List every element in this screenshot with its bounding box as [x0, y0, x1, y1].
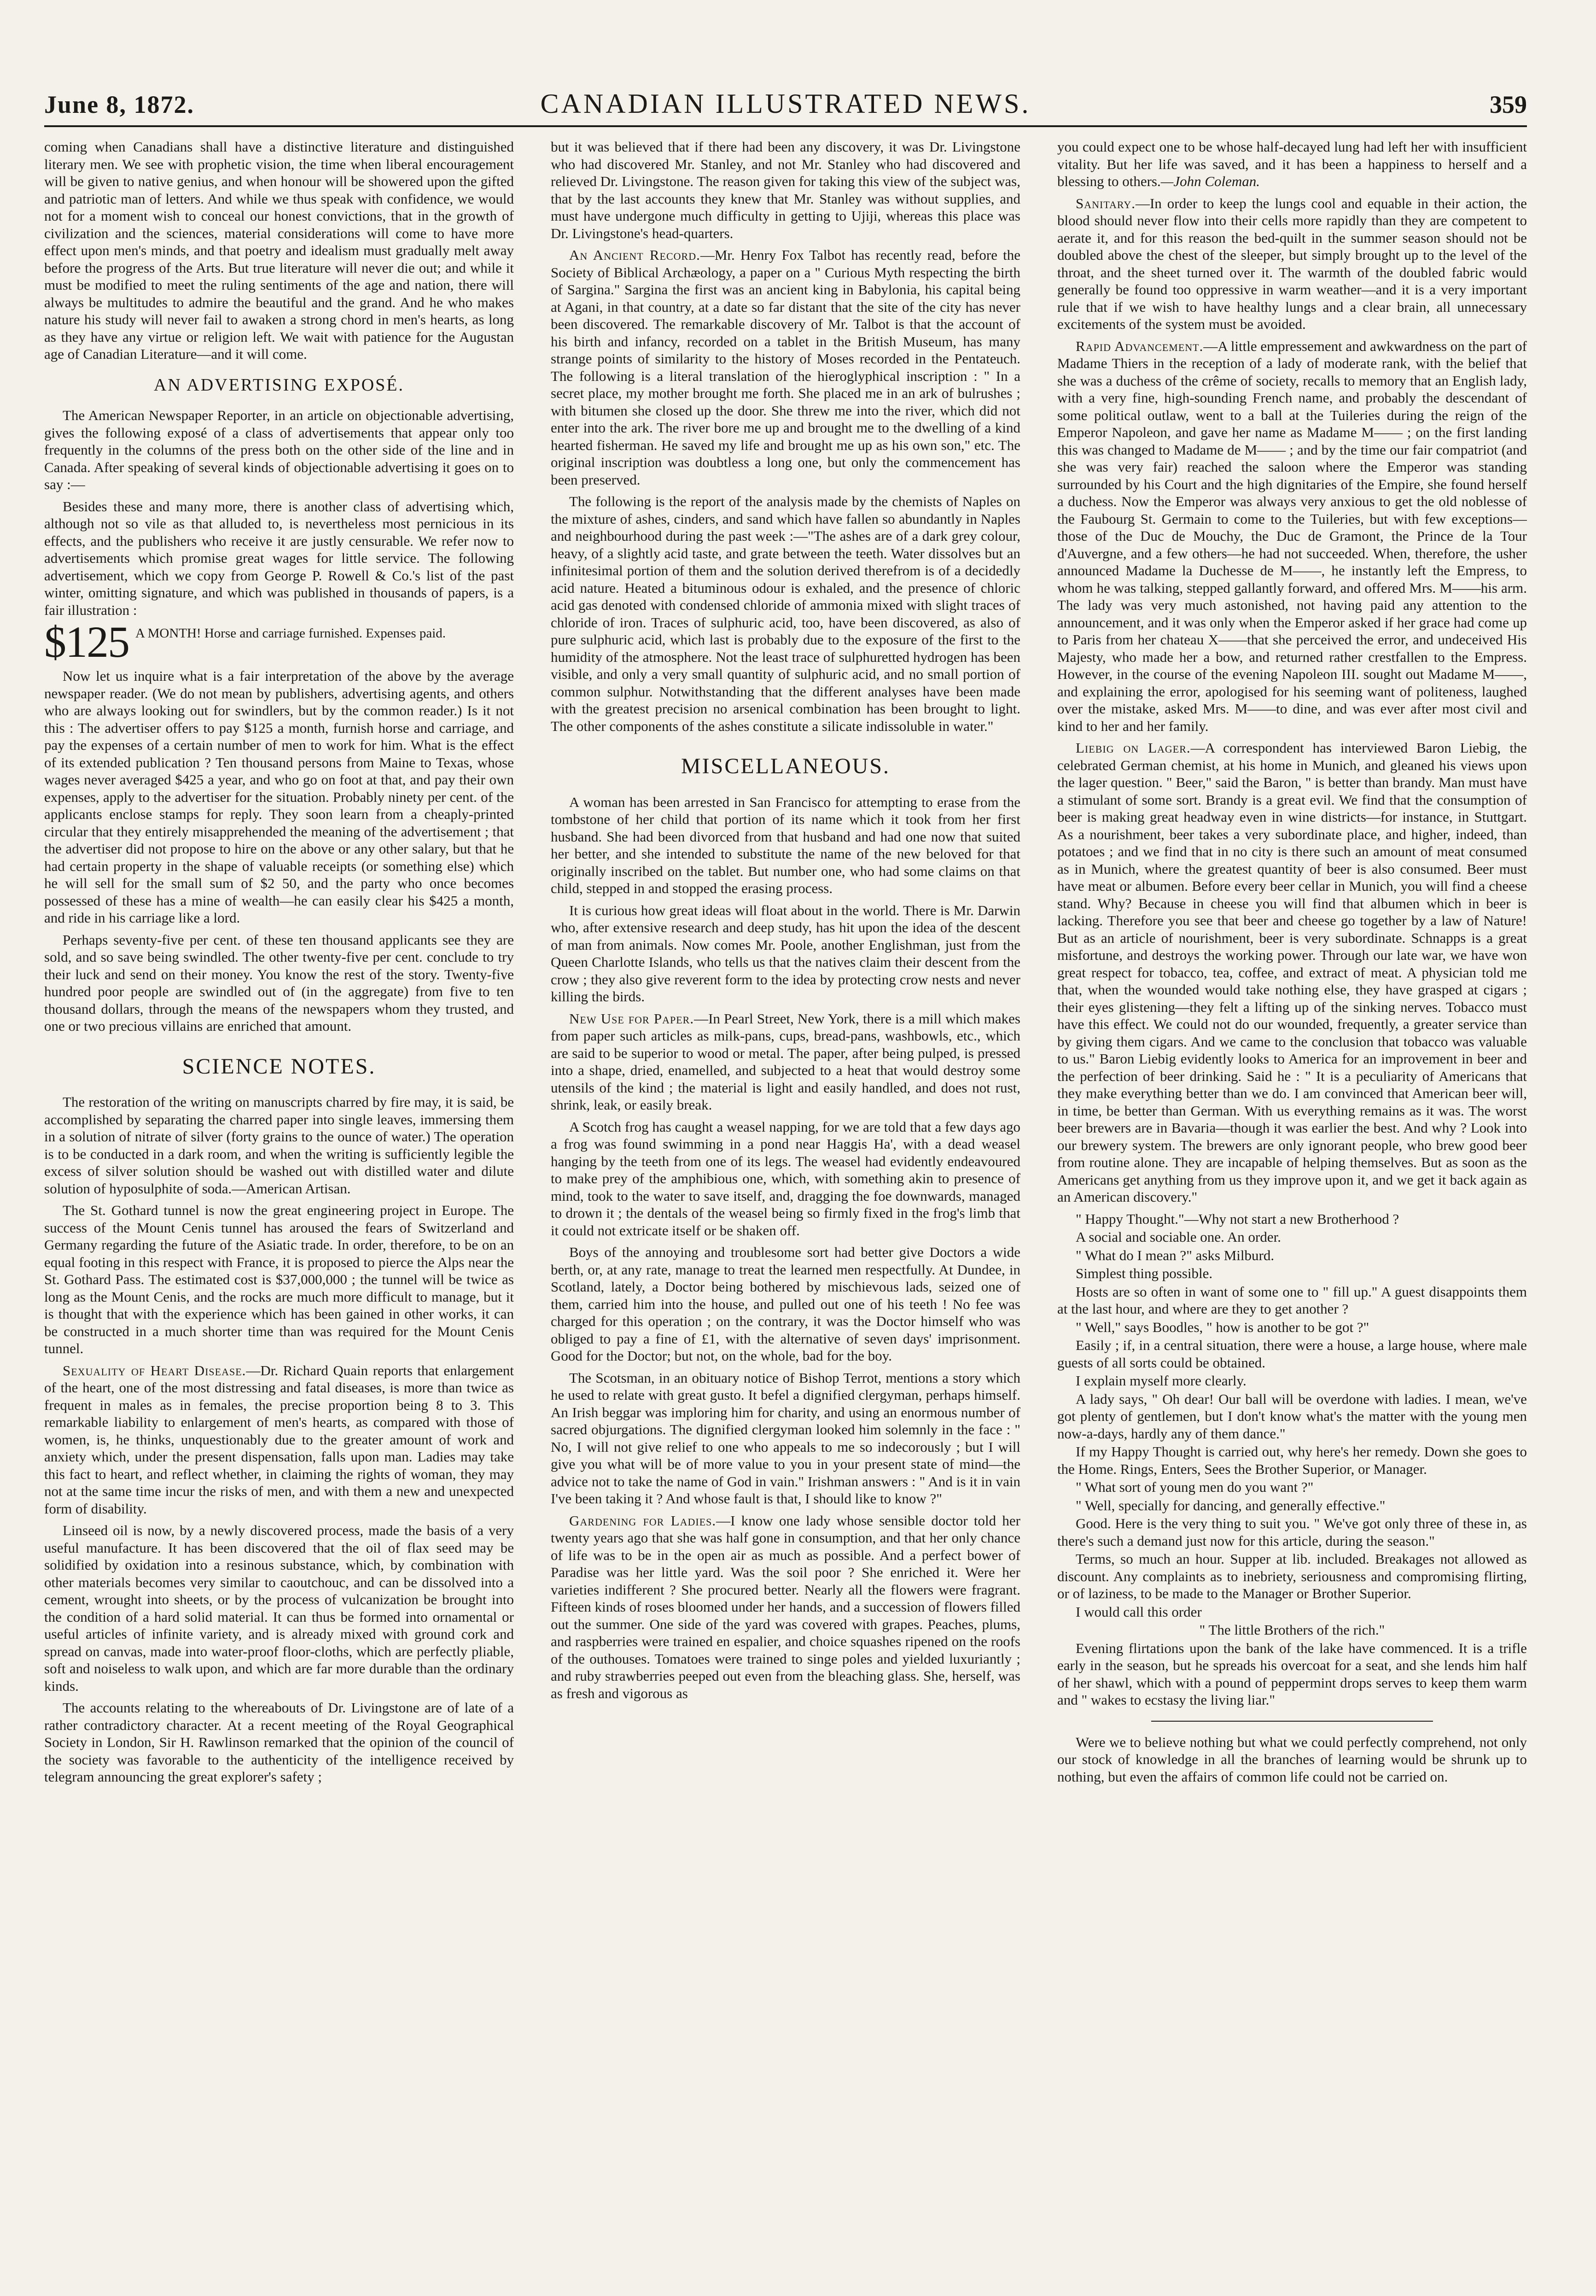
item-text: —In order to keep the lungs cool and equable in their action, the blood should never flow into their cells more rapidly than they are competent to aerate it, and for this reason the bed-quilt in the summer season should not be doubled above the chest of the sleeper, but simply brought up to the level of the throat, and the sheet turned over it. The warmth of the doubled fabric would generally be found too oppressive in warm weather—and it is a very important rule that if we wish to have healthy lungs and a clear brain, all unnecessary excitements of the system must be avoided.	[1057, 195, 1527, 332]
expose-paragraph: Now let us inquire what is a fair interpretation of the above by the average newspaper reader. (We do not mean by publishers, advertising agents, and others who are always looking out for swindlers, but by the common reader.) Is it not this : The advertiser offers to pay $125 a month, furnish horse and carriage, and pay the expenses of a certain number of men to work for him. What is the effect of its extended publication ? Ten thousand persons from Maine to Texas, whose wages never averaged $425 a year, and who go on foot at that, and pay their own expenses, apply to the advertiser for the situation. Probably ninety per cent. of the applicants enclose stamps for reply. They soon learn from a cheaply-printed circular that they entirely misapprehended the meaning of the advertisement ; that the advertiser did not propose to hire on the above or any other salary, but that he had certain property in the shape of valuable receipts (or something else) which he will sell for the small sum of $2 50, and the party who once becomes possessed of these has a mine of wealth—he can easily clear his $425 a month, and ride in his carriage like a lord.	[44, 668, 514, 926]
misc-paragraph	[1057, 338, 1527, 735]
livingstone-continued: but it was believed that if there had been any discovery, it was Dr. Livingstone who had discovered Mr. Stanley, and not Mr. Stanley who had discovered and relieved Dr. Livingstone. The reason given for taking this view of the subject was, that by the last accounts they knew that Mr. Stanley was without supplies, and must have undergone much difficulty in getting to Ujiji, whereas this place was Dr. Livingstone's head-quarters.	[551, 139, 1020, 241]
masthead	[44, 88, 1527, 127]
page-number: 359	[1490, 91, 1527, 118]
author-signature: —John Coleman.	[1160, 173, 1260, 189]
heading-science-notes: SCIENCE NOTES.	[182, 1054, 376, 1079]
expose-paragraph: Besides these and many more, there is another class of advertising which, although not so vile as that alluded to, is nevertheless most pernicious in its effects, and the publishers who receive it are justly censurable. We refer now to advertisements which promise great wages for little service. The following advertisement, which we copy from George P. Rowell & Co.'s list of the past winter, omitting signature, and which was published in thousands of papers, is a fair illustration :	[44, 498, 514, 618]
literature-paragraph: coming when Canadians shall have a distinctive literature and distinguished literary men. We see with prophetic vision, the time when liberal encouragement will be given to native genius, and when honour will be showered upon the gifted and patriotic man of letters. And while we thus speak with confidence, we would not for a moment wish to conceal our honest convictions, that in the growth of civilization and the sciences, material considerations will come to have more effect upon men's minds, and that poetry and idealism must gradually melt away before the progress of the Arts. But true literature will never die out; and while it must be modified to meet the ruling sentiments of the age and nation, there will always be multitudes to admire the beautiful and the grand. And he who makes nature his study will never fail to awaken a strong chord in men's hearts, as long as they have any virtue or religion left. We wait with patience for the Augustan age of Canadian Literature—and it will come.	[44, 139, 514, 362]
happy-thought-line: Simplest thing possible.	[1076, 1265, 1213, 1281]
misc-paragraph	[1057, 195, 1527, 333]
ad-price: $125	[44, 617, 129, 666]
happy-thought-line: " Well, specially for dancing, and generally effective."	[1076, 1497, 1386, 1513]
item-lead: Sexuality of Heart Disease.	[63, 1362, 246, 1379]
expose-paragraph: Perhaps seventy-five per cent. of these ten thousand applicants see they are sold, and so save being swindled. The other twenty-five per cent. conclude to try their luck and send on their money. You know the rest of the story. Twenty-five hundred poor people are swindled out of (in the aggregate) from five to ten thousand dollars, through the means of the newspapers whom they trusted, and one or two precious villains are enriched that amount.	[44, 931, 514, 1034]
item-lead: Gardening for Ladies.	[569, 1512, 716, 1529]
misc-paragraph: A Scotch frog has caught a weasel napping, for we are told that a few days ago a frog was found swimming in a pond near Haggis Ha', with a dead weasel hanging by the teeth from one of its legs. The weasel had evidently endeavoured to make prey of the amphibious one, which, with something akin to presence of mind, took to the water to save itself, and, dragging the foe downwards, managed to drown it ; the dentals of the weasel being so firmly fixed in the frog's limb that it could not extricate itself or be shaken off.	[551, 1118, 1020, 1239]
item-text: —A correspondent has interviewed Baron Liebig, the celebrated German chemist, at his home in Munich, and gleaned his views upon the lager question. " Beer," said the Baron, " is better than brandy. Man must have a stimulant of some sort. Brandy is a great evil. We find that the consumption of beer is making great headway even in wine districts—for instance, in Stuttgart. As a nourishment, beer takes a very subordinate place, and higher, indeed, than potatoes ; and we find that in no city is there such an amount of meat consumed as in Munich, where the greatest quantity of beer is also consumed. Beer must have meat or albumen. Before every beer cellar in Munich, you will find a cheese stand. Why? Because in cheese you will find that albumen which in beer is lacking. Therefore you see that beer and cheese go together by a law of Nature! But as an article of nourishment, beer is very subordinate. Schnapps is a great misfortune, and destroys the working power. Through our late war, we have won great respect for tobacco, tea, coffee, and extract of meat. A physician told me that, when the wounded would take nothing else, they have grasped at cigars ; their eyes glistening—they felt a lifting up of the sinking nerves. Tobacco must have this effect. We could not do our wounded, frequently, a greater service than by giving them cigars. And we came to the conclusion that tobacco was valuable to us." Baron Liebig evidently looks to America for an improvement in beer and the perfection of beer drinking. Said he : " It is a peculiarity of Americans that they make everything better than we do. I am convinced that American beer will, in time, be better than German. With us everything remains as it was. The worst beer brewers are in Bavaria—though it was earlier the best. And why ? Look into our brewery system. The brewers are only ignorant people, who brew good beer from routine alone. They are incapable of helping themselves. But as soon as the Americans get anything from us they improve upon it, and we get it back again as an American discovery."	[1057, 740, 1527, 1205]
item-text: —Dr. Richard Quain reports that enlargement of the heart, one of the most distressing and fatal diseases, is more than twice as frequent in males as in females, the precise proportion being 8 to 3. This remarkable liability to enlargement of men's hearts, as compared with those of women, is, he thinks, unquestionably due to the greater amount of work and anxiety which, under the present dispensation, falls upon man. Ladies may take this fact to heart, and reflect whether, in claiming the rights of woman, they may not at the same time incur the risks of men, and with them a new and unexpected form of disability.	[44, 1362, 514, 1517]
happy-thought-line: A lady says, " Oh dear! Our ball will be overdone with ladies. I mean, we've got plenty of gentlemen, but I don't know what's the matter with the young men now-a-days, hardly any of them dance."	[1057, 1390, 1527, 1442]
happy-thought-line: " What do I mean ?" asks Milburd.	[1076, 1247, 1275, 1263]
closing-paragraph: Were we to believe nothing but what we could perfectly comprehend, not only our stock of knowledge in all the branches of learning would be shrunk up to nothing, but even the affairs of common life could not be carried on.	[1057, 1734, 1527, 1785]
item-text: —In Pearl Street, New York, there is a mill which makes from paper such articles as milk-pans, cups, bread-pans, washbowls, etc., which are said to be superior to wood or metal. The paper, after being pulped, is pressed into a shape, dried, enamelled, and subjected to a heat that would destroy some utensils of the kind ; the material is light and easily handled, and does not rust, shrink, leak, or easily break.	[551, 1010, 1020, 1113]
item-text: —A little empressement and awkwardness on the part of Madame Thiers in the reception of a lady of moderate rank, with the belief that she was a duchess of the crême of society, recalls to memory that an English lady, with a very fine, high-sounding French name, and probably the descendant of some political outlaw, went to a ball at the Tuileries during the reign of the Emperor Napoleon, and gave her name as Madame M—— ; on the first landing this was changed to Madame de M—— ; and by the time our fair compatriot (and she was very fair) reached the saloon where the Emperor was standing surrounded by his Court and the high dignitaries of the Empire, she found herself a duchess. Now the Emperor was always very anxious to get the old noblesse of the Faubourg St. Germain to come to the Tuileries, but with few exceptions—those of the Duc de Mouchy, the Duc de Gramont, the Prince de la Tour d'Auvergne, and a few others—he had not succeeded. When, therefore, the usher announced Madame la Duchesse de M——, he instantly left the Empress, to whom he was talking, stepped gallantly forward, and offered Mrs. M——his arm. The lady was very much astonished, not having paid any attention to the announcement, and it was only when the Emperor asked if her grace had come up to Paris from her chateau X——that she perceived the error, and undeceived His Majesty, who made her a bow, and returned rather crestfallen to the Empress. However, in the course of the evening Napoleon III. sought out Madame M——, and explaining the error, apologised for his seeming want of politeness, laughed over the mistake, asked Mrs. M——to dine, and was ever after most civil and kind to her and her family.	[1057, 338, 1527, 734]
item-lead: Liebig on Lager.	[1076, 740, 1191, 756]
happy-thought-line: " What sort of young men do you want ?"	[1076, 1479, 1314, 1495]
happy-thought-line: Hosts are so often in want of some one to " fill up." A guest disappoints them at the last hour, and where are they to get another ?	[1057, 1283, 1527, 1317]
science-paragraph: The St. Gothard tunnel is now the great engineering project in Europe. The success of the Mount Cenis tunnel has aroused the fears of Switzerland and Germany regarding the future of the Asiatic trade. In order, therefore, to be on an equal footing in this respect with France, it is proposed to pierce the Alps near the St. Gothard Pass. The estimated cost is $37,000,000 ; the tunnel will be twice as long as the Mount Cenis, and the rocks are much more difficult to manage, but it is thought that with the experience which has been gained in other works, it can be constructed in a much shorter time than was required for the Mount Cenis tunnel.	[44, 1202, 514, 1356]
gardening-continued	[1057, 138, 1527, 190]
item-text: you could expect one to be whose half-decayed lung had left her with insufficient vitality. But her life was saved, and it has been a happiness to herself and a blessing to others.	[1057, 139, 1527, 189]
misc-paragraph: A woman has been arrested in San Francisco for attempting to erase from the tombstone of her child that portion of its name which it took from her first husband. She had been divorced from that husband and had one now that suited her better, and she intended to substitute the name of the new beloved for that originally inscribed on the tablet. But number one, who had some claims on that child, stepped in and stopped the erasing process.	[551, 794, 1020, 896]
happy-thought-line: Terms, so much an hour. Supper at lib. included. Breakages not allowed as discount. Any complaints as to inebriety, seriousness and compromising flirting, or of laziness, to be made to the Manager or Brother Superior.	[1057, 1551, 1527, 1601]
happy-thought-line: " The little Brothers of the rich."	[1199, 1622, 1385, 1638]
happy-thought-line: If my Happy Thought is carried out, why here's her remedy. Down she goes to the Home. Rings, Enters, Sees the Brother Superior, or Manager.	[1057, 1443, 1527, 1477]
happy-thought-line: I would call this order	[1076, 1603, 1202, 1620]
naples-ashes-paragraph: The following is the report of the analysis made by the chemists of Naples on the mixture of ashes, cinders, and sand which have fallen so abundantly in Naples and neighbourhood during the past week :—"The ashes are of a dark grey colour, heavy, of a slightly acid taste, and grate between the teeth. Water dissolves but an infinitesimal portion of them and the solution derived therefrom is of a decidedly acid nature. Heated a bituminous odour is exhaled, and the presence of chloric acid gas denoted with condensed chloride of ammonia mixed with slight traces of chloride of iron. Traces of sulphuric acid, too, have been discovered, as also of pure sulphuric acid, which last is probably due to the exposure of the first to the humidity of the atmosphere. Not the least trace of sulphuretted hydrogen has been visible, and only a very small quantity of sulphuric acid, and no small portion of common sulphur. Notwithstanding that the different analyses have been made with the greatest precision no arsenical combination has been brought to light. The other components of the ashes constitute a silicate indissoluble in water."	[551, 493, 1020, 734]
science-paragraph: The accounts relating to the whereabouts of Dr. Livingstone are of late of a rather contradictory character. At a recent meeting of the Royal Geographical Society in London, Sir H. Rawlinson remarked that the opinion of the council of the society was favorable to the authenticity of the intelligence received by telegram announcing the great explorer's safety ;	[44, 1700, 514, 1785]
article-columns	[44, 138, 1527, 2257]
misc-paragraph: It is curious how great ideas will float about in the world. There is Mr. Darwin who, after extensive research and deep study, has hit upon the idea of the descent of man from animals. Now comes Mr. Poole, another Englishman, just from the Queen Charlotte Islands, who tells us that the natives claim their descent from the crow ; they also give reverent form to the idea by protecting crow nests and never killing the birds.	[551, 902, 1020, 1005]
happy-thought-line: " Happy Thought."—Why not start a new Brotherhood ?	[1076, 1210, 1399, 1227]
column-1	[44, 138, 514, 2257]
item-lead: Sanitary.	[1076, 195, 1136, 211]
happy-thought-line: Good. Here is the very thing to suit you. " We've got only three of these in, as there's such a demand just now for this article, during the season."	[1057, 1515, 1527, 1549]
happy-thought-line: A social and sociable one. An order.	[1076, 1229, 1281, 1245]
item-text: —I know one lady whose sensible doctor told her twenty years ago that she was half gone in consumption, and that her only chance of life was to be in the open air as much as possible. And a perfect bower of Paradise was her little yard. Was the soil poor ? She enriched it. Were her varieties indifferent ? She procured better. Nearly all the flowers were fragrant. Fifteen kinds of roses bloomed under her hands, and a succession of flowers filled out the summer. One side of the yard was covered with grapes. Peaches, plums, and raspberries were trained en espalier, and choice squashes ripened on the roofs of the outhouses. Tomatoes were trained to singe poles and yielded luxuriantly ; and ruby strawberries peeped out even from the bleaching glass. She, herself, was as fresh and vigorous as	[551, 1512, 1020, 1701]
misc-paragraph: The Scotsman, in an obituary notice of Bishop Terrot, mentions a story which he used to relate with great gusto. It befel a dignified clergyman, perhaps himself. An Irish beggar was imploring him for charity, and using an enormous number of sacred objurgations. The dignified clergyman looked him solemnly in the face : " No, I will not give relief to one who appeals to me so indecorously ; but I will give you what will be of more value to you in your present state of mind—the advice not to take the name of God in vain." Irishman answers : " And is it in vain I've been taking it ? And whose fault is that, I should like to know ?"	[551, 1369, 1020, 1507]
happy-thought-line: I explain myself more clearly.	[1076, 1373, 1247, 1389]
science-paragraph: Linseed oil is now, by a newly discovered process, made the basis of a very useful manufacture. It has been discovered that the oil of flax seed may be solidified by oxidation into a resinous substance, which, by combination with other materials becomes very similar to caoutchouc, and can be dissolved into a cement, wrought into sheets, or by the process of vulcanization be brought into the condition of a hard solid material. It can thus be formed into ornamental or useful articles of infinite variety, and is already mixed with ground cork and spread on canvas, made into water-proof floor-cloths, which are perfectly pliable, soft and noiseless to walk upon, and which are far more durable than the ordinary kinds.	[44, 1522, 514, 1694]
section-divider	[1151, 1721, 1433, 1722]
happy-thought-line: Easily ; if, in a central situation, there were a house, a large house, where male guests of all sorts could be obtained.	[1057, 1337, 1527, 1371]
issue-date: June 8, 1872.	[44, 91, 195, 118]
ad-text: A MONTH! Horse and carriage furnished. Expenses paid.	[135, 626, 446, 641]
item-lead: Rapid Advancement.	[1076, 338, 1204, 354]
happy-thought-line: " Well," says Boodles, " how is another to be got ?"	[1076, 1319, 1369, 1335]
happy-thought-line: Evening flirtations upon the bank of the lake have commenced. It is a trifle early in the season, but he spreads his overcoat for a seat, and she lends him half of her shawl, which with a pound of peppermint drops serves to keep them warm and " wakes to ecstasy the living liar."	[1057, 1640, 1527, 1708]
expose-paragraph: The American Newspaper Reporter, in an article on objectionable advertising, gives the following exposé of a class of advertisements that appear only too frequently in the columns of the press both on the other side of the line and in Canada. After speaking of several kinds of objectionable advertising it goes on to say :—	[44, 407, 514, 492]
newspaper-title: CANADIAN ILLUSTRATED NEWS.	[540, 88, 1031, 119]
column-3	[1057, 138, 1527, 2257]
ancient-record-paragraph	[551, 246, 1020, 488]
heading-miscellaneous: MISCELLANEOUS.	[681, 754, 890, 778]
item-text: —Mr. Henry Fox Talbot has recently read, before the Society of Biblical Archæology, a paper on a " Curious Myth respecting the birth of Sargina." Sargina the first was an ancient king in Babylonia, his capital being at Agani, in that country, at a date so far distant that the site of the city has never been discovered. The remarkable discovery of Mr. Talbot is that the account of his birth and infancy, recorded on a tablet in the British Museum, has many strange points of similarity to the history of Moses recorded in the Pentateuch. The following is a literal translation of the hieroglyphical inscription : " In a secret place, my mother brought me forth. She placed me in an ark of bulrushes ; with bitumen she closed up the door. She threw me into the river, which did not enter into the ark. The river bore me up and brought me to the dwelling of a kind hearted fisherman. He saved my life and brought me up as his own son," etc. The original inscription was doubtless a long one, but only the commencement has been preserved.	[551, 247, 1020, 488]
sample-advertisement	[44, 617, 514, 666]
item-lead: An Ancient Record.	[569, 247, 700, 263]
happy-thought-section	[1057, 1210, 1527, 1709]
heading-advertising-expose: AN ADVERTISING EXPOSÉ.	[153, 375, 404, 395]
item-lead: New Use for Paper.	[569, 1010, 694, 1027]
misc-paragraph: Boys of the annoying and troublesome sort had better give Doctors a wide berth, or, at any rate, manage to treat the learned men respectfully. At Dundee, in Scotland, lately, a Doctor being bothered by mischievous lads, seized one of them, carried him into the house, and pulled out one of his teeth ! No fee was charged for this operation ; on the contrary, it was the Doctor himself who was obliged to pay a fine of £1, with the alternative of seven days' imprisonment. Good for the Doctor; but not, on the whole, bad for the boy.	[551, 1244, 1020, 1364]
science-paragraph	[44, 1362, 514, 1518]
misc-paragraph	[551, 1010, 1020, 1114]
science-paragraph: The restoration of the writing on manuscripts charred by fire may, it is said, be accomplished by separating the charred paper into single leaves, immersing them in a solution of nitrate of silver (forty grains to the ounce of water.) The operation is to be conducted in a dark room, and when the writing is sufficiently legible the excess of silver solution should be washed out with distilled water and dilute solution of hyposulphite of soda.—American Artisan.	[44, 1094, 514, 1197]
misc-paragraph	[551, 1512, 1020, 1702]
misc-paragraph	[1057, 739, 1527, 1206]
column-2	[551, 138, 1020, 2257]
